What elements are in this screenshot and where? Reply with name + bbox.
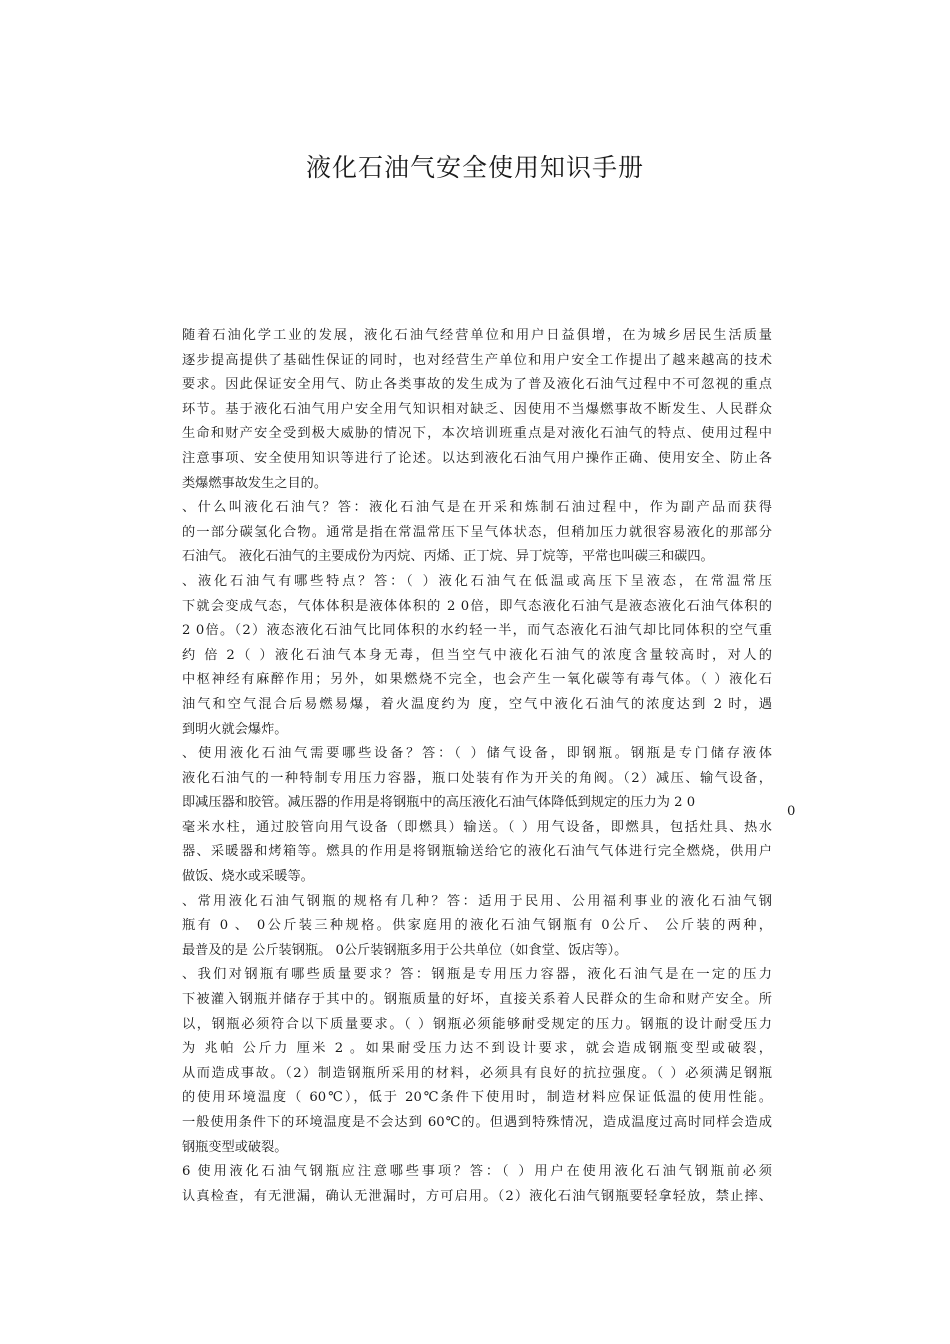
text-line: 类爆燃事故发生之目的。 [182,475,328,491]
text-line: 最普及的是 公斤装钢瓶。 0公斤装钢瓶多用于公共单位（如食堂、饭店等）。 [182,942,628,958]
text-line: 、使用液化石油气需要哪些设备？答：（ ）储气设备，即钢瓶。钢瓶是专门储存液体 [182,746,772,762]
text-line: 即减压器和胶管。减压器的作用是将钢瓶中的高压液化石油气体降低到规定的压力为 2 0 [182,795,696,811]
document-body [182,324,772,1209]
text-line: 毫米水柱，通过胶管向用气设备（即燃具）输送。（ ）用气设备，即燃具，包括灶具、热水 [182,819,772,835]
text-line: 到明火就会爆炸。 [182,721,288,737]
text-line: 液化石油气的一种特制专用压力容器，瓶口处装有作为开关的角阀。（2）减压、输气设备， [182,770,772,786]
text-line: 做饭、烧水或采暖等。 [182,869,314,885]
text-line: 瓶有 0 、 0公斤装三种规格。供家庭用的液化石油气钢瓶有 0公斤、 公斤装的两种， [182,918,772,934]
text-line: 注意事项、安全使用知识等进行了论述。以达到液化石油气用户操作正确、使用安全、防止各 [182,450,772,466]
text-line: 、液化石油气有哪些特点？答：（ ）液化石油气在低温或高压下呈液态，在常温常压 [182,573,772,589]
text-line: 6 使用液化石油气钢瓶应注意哪些事项？答：（ ）用户在使用液化石油气钢瓶前必须 [182,1164,772,1180]
text-line: 石油气。 液化石油气的主要成份为丙烷、丙烯、正丁烷、异丁烷等，平常也叫碳三和碳四。 [182,549,714,565]
text-line: 2 0倍。（2）液态液化石油气比同体积的水约轻一半，而气态液化石油气却比同体积的空气重 [182,623,772,639]
text-line: 油气和空气混合后易燃易爆，着火温度约为 度，空气中液化石油气的浓度达到 2 时，遇 [182,696,772,712]
text-line: 约 倍 2（ ）液化石油气本身无毒，但当空气中液化石油气的浓度含量较高时，对人的 [182,647,772,663]
document-title: 液化石油气安全使用知识手册 [305,153,644,182]
text-line: 、常用液化石油气钢瓶的规格有几种？答：适用于民用、公用福利事业的液化石油气钢 [182,893,772,909]
text-line: 一般使用条件下的环境温度是不会达到 60℃的。但遇到特殊情况，造成温度过高时同样会造成 [182,1115,772,1130]
text-line: 器、采暖器和烤箱等。燃具的作用是将钢瓶输送给它的液化石油气气体进行完全燃烧，供用户 [182,844,772,860]
text-line: 从而造成事故。（2）制造钢瓶所采用的材料，必须具有良好的抗拉强度。（ ）必须满足钢瓶 [182,1065,772,1081]
text-line: 以，钢瓶必须符合以下质量要求。（ ）钢瓶必须能够耐受规定的压力。钢瓶的设计耐受压力 [182,1016,772,1032]
stray-character: 0 [787,804,796,819]
text-line: 认真检查，有无泄漏，确认无泄漏时，方可启用。（2）液化石油气钢瓶要轻拿轻放，禁止摔、 [182,1188,772,1204]
text-line: 生命和财产安全受到极大威胁的情况下，本次培训班重点是对液化石油气的特点、使用过程中 [182,426,772,442]
text-line: 钢瓶变型或破裂。 [182,1139,288,1155]
text-line: 的一部分碳氢化合物。通常是指在常温常压下呈气体状态，但稍加压力就很容易液化的那部分 [182,524,772,540]
text-line: 环节。基于液化石油气用户安全用气知识相对缺乏、因使用不当爆燃事故不断发生、人民群众 [182,401,772,417]
text-line: 的使用环境温度（ 60℃），低于 20℃条件下使用时，制造材料应保证低温的使用性能。 [182,1090,772,1106]
text-line: 下被灌入钢瓶并储存于其中的。钢瓶质量的好坏，直接关系着人民群众的生命和财产安全。所 [182,992,772,1008]
text-line: 下就会变成气态，气体体积是液体体积的 2 0倍，即气态液化石油气是液态液化石油气体积的 [182,598,772,614]
text-line: 为 兆帕 公斤力 厘米 2 。如果耐受压力达不到设计要求，就会造成钢瓶变型或破裂， [182,1041,772,1057]
text-line: 随着石油化学工业的发展，液化石油气经营单位和用户日益俱增，在为城乡居民生活质量 [182,328,772,343]
text-line: 、我们对钢瓶有哪些质量要求？答：钢瓶是专用压力容器，液化石油气是在一定的压力 [182,967,772,983]
text-line: 要求。因此保证安全用气、防止各类事故的发生成为了普及液化石油气过程中不可忽视的重点 [182,377,772,393]
text-line: 逐步提高提供了基础性保证的同时，也对经营生产单位和用户安全工作提出了越来越高的技术 [182,352,772,368]
text-line: 中枢神经有麻醉作用；另外，如果燃烧不完全，也会产生一氧化碳等有毒气体。（ ）液化石 [182,672,772,688]
text-line: 、什么叫液化石油气？答：液化石油气是在开采和炼制石油过程中，作为副产品而获得 [182,500,772,516]
